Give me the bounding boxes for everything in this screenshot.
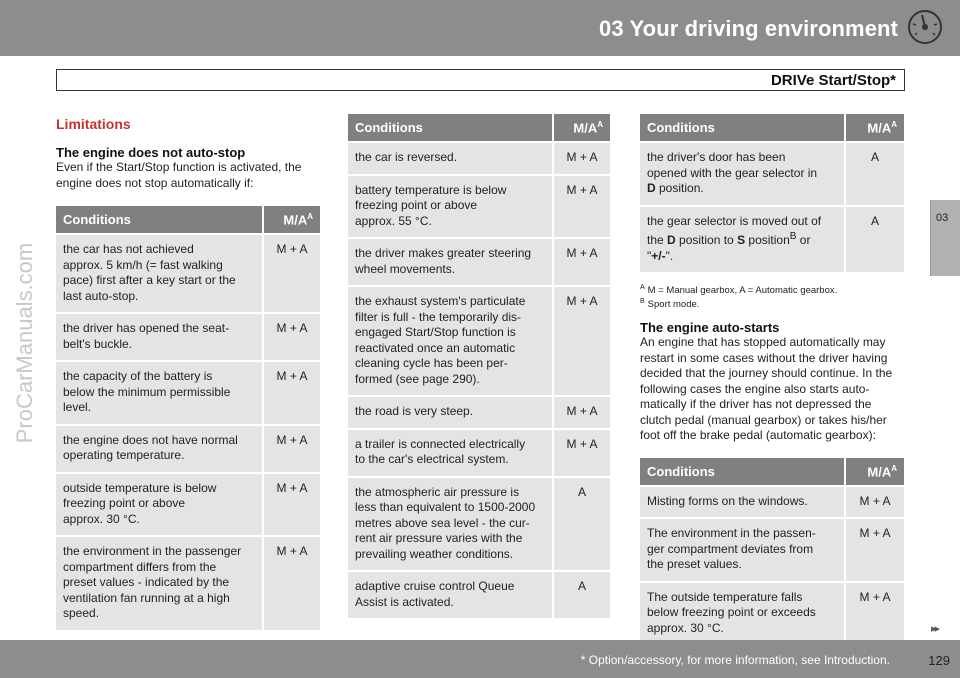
condition-cell bbox=[348, 572, 552, 620]
condition-text: the environment in the passenger compartment differs from the preset values - indicated by the ventilation fan running at a high speed. bbox=[63, 544, 242, 620]
ma-header-sup: A bbox=[307, 211, 313, 221]
condition-text: position to bbox=[675, 233, 738, 247]
condition-text: a trailer is connected electrically to the car's electrical system. bbox=[355, 436, 526, 466]
footer-note: * Option/accessory, for more information, see Introduction. bbox=[580, 653, 890, 667]
footnotes bbox=[640, 282, 904, 310]
ma-header bbox=[552, 114, 610, 143]
table-row bbox=[640, 143, 904, 207]
table-header-row bbox=[56, 206, 320, 235]
condition-cell bbox=[640, 583, 844, 647]
table-header-row bbox=[640, 458, 904, 487]
table-row bbox=[348, 478, 610, 573]
condition-cell bbox=[348, 397, 552, 430]
ma-cell: M + A bbox=[552, 176, 610, 240]
condition-text: position bbox=[745, 233, 790, 247]
table-row bbox=[640, 519, 904, 583]
condition-text: the driver makes greater steering wheel movements. bbox=[355, 246, 532, 276]
condition-cell bbox=[348, 287, 552, 397]
ma-cell: M + A bbox=[262, 235, 320, 314]
condition-cell bbox=[640, 143, 844, 207]
condition-text: ". bbox=[665, 248, 674, 263]
footnote-text: Sport mode. bbox=[647, 299, 700, 311]
condition-cell bbox=[348, 430, 552, 478]
ma-cell: M + A bbox=[552, 287, 610, 397]
chapter-title: 03 Your driving environment bbox=[599, 16, 898, 41]
ma-cell: A bbox=[552, 478, 610, 573]
footnote-b bbox=[640, 296, 904, 310]
footnote-mark: A bbox=[640, 284, 645, 291]
double-chevron-right-icon[interactable]: ▸▸ bbox=[930, 623, 938, 635]
table-row bbox=[56, 314, 320, 362]
ma-header bbox=[844, 114, 904, 143]
ma-header-text: M/A bbox=[283, 212, 308, 228]
autostart-heading: The engine auto-starts bbox=[640, 320, 780, 336]
condition-cell bbox=[348, 176, 552, 240]
ma-cell: M + A bbox=[262, 314, 320, 362]
conditions-header: Conditions bbox=[56, 206, 262, 235]
condition-text: the engine does not have normal operating temperature. bbox=[63, 432, 238, 462]
ma-cell: M + A bbox=[844, 519, 904, 583]
condition-text: or bbox=[796, 233, 811, 247]
top-header-bar bbox=[0, 0, 960, 56]
conditions-table-2 bbox=[348, 114, 610, 620]
footnote-ref-b: B bbox=[789, 231, 797, 242]
side-tab-label: 03 bbox=[936, 212, 949, 224]
no-autostop-intro: Even if the Start/Stop function is activated, the engine does not stop automatically if: bbox=[56, 160, 302, 190]
condition-cell bbox=[348, 143, 552, 176]
conditions-header: Conditions bbox=[348, 114, 552, 143]
watermark bbox=[0, 0, 48, 678]
ma-header bbox=[844, 458, 904, 487]
condition-cell bbox=[56, 314, 262, 362]
ma-cell: M + A bbox=[552, 397, 610, 430]
no-autostop-heading: The engine does not auto-stop bbox=[56, 145, 246, 160]
ma-cell: A bbox=[552, 572, 610, 620]
ma-header-text: M/A bbox=[573, 120, 598, 136]
section-header bbox=[56, 69, 905, 91]
condition-cell bbox=[640, 207, 844, 275]
condition-text: the driver has opened the seat- belt's buckle. bbox=[63, 321, 230, 351]
chapter-side-tab[interactable] bbox=[930, 200, 960, 276]
gear-d-label: D bbox=[647, 181, 656, 195]
condition-cell bbox=[56, 235, 262, 314]
table-header-row bbox=[348, 114, 610, 143]
table-row bbox=[56, 537, 320, 632]
table-row bbox=[640, 207, 904, 275]
ma-header-sup: A bbox=[891, 119, 897, 129]
table-row bbox=[348, 430, 610, 478]
ma-cell: M + A bbox=[262, 537, 320, 632]
condition-text: battery temperature is below freezing point or above approx. 55 °C. bbox=[355, 182, 507, 228]
condition-text: adaptive cruise control Queue Assist is activated. bbox=[355, 579, 515, 609]
table-row bbox=[56, 235, 320, 314]
bottom-footer-bar bbox=[0, 640, 960, 678]
ma-cell: A bbox=[844, 207, 904, 275]
condition-text: the atmospheric air pressure is less than equivalent to 1500-2000 metres above sea level - the cur- rent air pressure varies with the prevailing weather conditions. bbox=[355, 484, 536, 561]
condition-cell bbox=[56, 537, 262, 632]
gauge-icon bbox=[906, 8, 944, 46]
column-2 bbox=[348, 114, 610, 620]
condition-text: position. bbox=[655, 181, 704, 195]
gear-s-label: S bbox=[737, 233, 746, 247]
ma-header-text: M/A bbox=[867, 120, 892, 136]
autostart-text: An engine that has stopped automatically may restart in some cases without the driver having decided that the journey should continue. In the following cases the engine also starts auto-matically if the driver has not depressed the clutch pedal (manual gearbox) or takes his/her foot off the brake pedal (automatic gearbox): bbox=[640, 335, 893, 443]
footnote-a bbox=[640, 282, 904, 296]
table-row bbox=[348, 176, 610, 240]
condition-text: the gear selector is moved out of bbox=[647, 213, 822, 228]
ma-header-sup: A bbox=[891, 463, 897, 473]
condition-text: the car has not achieved approx. 5 km/h (= fast walking pace) first after a key start or the last auto-stop. bbox=[63, 242, 236, 303]
condition-cell bbox=[640, 519, 844, 583]
condition-text: Misting forms on the windows. bbox=[647, 493, 808, 508]
condition-text: The outside temperature falls below freezing point or exceeds approx. 30 °C. bbox=[647, 589, 816, 635]
footnote-text: M = Manual gearbox, A = Automatic gearbox. bbox=[647, 285, 838, 297]
ma-cell: M + A bbox=[262, 362, 320, 426]
gear-plus-minus-label: +/- bbox=[651, 248, 666, 263]
condition-text: the road is very steep. bbox=[355, 404, 474, 418]
condition-cell bbox=[348, 239, 552, 287]
condition-cell bbox=[640, 487, 844, 520]
table-row bbox=[348, 397, 610, 430]
limitations-heading: Limitations bbox=[56, 116, 131, 132]
conditions-table-4 bbox=[640, 458, 904, 647]
section-title: DRIVe Start/Stop* bbox=[770, 72, 896, 89]
table-header-row bbox=[640, 114, 904, 143]
table-row bbox=[56, 362, 320, 426]
ma-header bbox=[262, 206, 320, 235]
table-row bbox=[56, 426, 320, 474]
table-row bbox=[640, 487, 904, 520]
ma-header-sup: A bbox=[597, 119, 603, 129]
condition-text: the exhaust system's particulate filter is full - the temporarily dis- engaged Start/Stop function is reactivated once an automatic cleaning cycle has been per- formed (see page 290). bbox=[355, 294, 526, 386]
table-row bbox=[348, 239, 610, 287]
ma-cell: M + A bbox=[844, 487, 904, 520]
table-row bbox=[348, 572, 610, 620]
table-row bbox=[348, 143, 610, 176]
table-row bbox=[640, 583, 904, 647]
condition-cell bbox=[56, 362, 262, 426]
ma-cell: A bbox=[844, 143, 904, 207]
ma-cell: M + A bbox=[552, 430, 610, 478]
column-3 bbox=[640, 114, 904, 646]
condition-cell bbox=[56, 474, 262, 538]
table-body bbox=[348, 143, 610, 620]
condition-text: the bbox=[647, 233, 668, 247]
column-1 bbox=[56, 116, 320, 632]
condition-text: the car is reversed. bbox=[355, 150, 458, 164]
condition-text: " bbox=[647, 248, 652, 263]
ma-cell: M + A bbox=[552, 143, 610, 176]
footnote-mark: B bbox=[640, 298, 645, 306]
ma-cell: M + A bbox=[262, 474, 320, 538]
condition-cell bbox=[56, 426, 262, 474]
watermark-text: ProCarManuals.com bbox=[12, 242, 37, 444]
conditions-header: Conditions bbox=[640, 114, 844, 143]
condition-text: The environment in the passen- ger compartment deviates from the preset values. bbox=[647, 526, 816, 572]
ma-cell: M + A bbox=[552, 239, 610, 287]
conditions-table-1 bbox=[56, 206, 320, 632]
ma-cell: M + A bbox=[844, 583, 904, 647]
table-body bbox=[640, 487, 904, 647]
ma-header-text: M/A bbox=[867, 463, 892, 479]
page-number: 129 bbox=[928, 653, 950, 668]
condition-text: the capacity of the battery is below the minimum permissible level. bbox=[63, 369, 231, 414]
table-row bbox=[348, 287, 610, 397]
condition-text: the driver's door has been bbox=[647, 150, 786, 164]
table-body bbox=[56, 235, 320, 632]
condition-text: opened with the gear selector in bbox=[647, 165, 818, 180]
conditions-table-3 bbox=[640, 114, 904, 274]
gear-d-label: D bbox=[667, 233, 676, 247]
condition-cell bbox=[348, 478, 552, 573]
ma-cell: M + A bbox=[262, 426, 320, 474]
condition-text: outside temperature is below freezing point or above approx. 30 °C. bbox=[63, 480, 217, 526]
table-row bbox=[56, 474, 320, 538]
conditions-header: Conditions bbox=[640, 458, 844, 487]
